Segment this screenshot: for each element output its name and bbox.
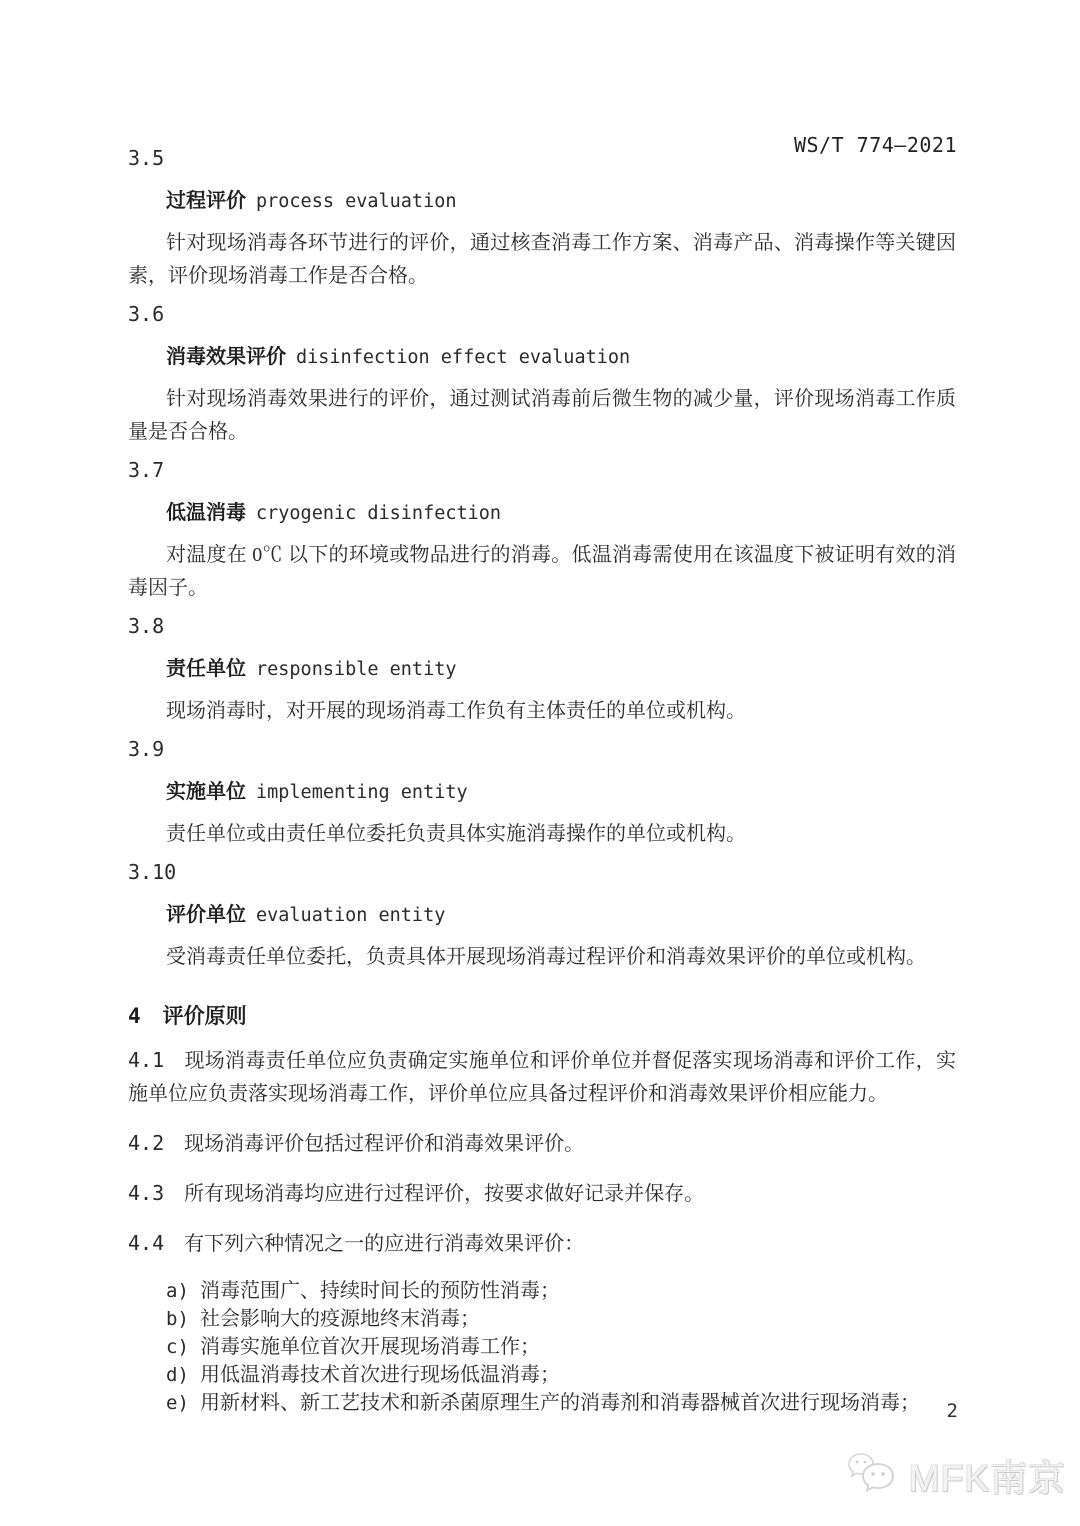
clause-text: 所有现场消毒均应进行过程评价，按要求做好记录并保存。 <box>184 1183 705 1205</box>
list-item-label: c) <box>166 1336 189 1358</box>
list-item <box>128 1361 956 1389</box>
clause-number: 4.3 <box>128 1181 165 1205</box>
list-item <box>128 1305 956 1333</box>
term-definition: 现场消毒时，对开展的现场消毒工作负有主体责任的单位或机构。 <box>166 700 746 722</box>
condition-list <box>128 1277 956 1417</box>
clause-number: 4.1 <box>128 1048 165 1072</box>
term-heading <box>166 346 956 369</box>
list-item-label: a) <box>166 1280 189 1302</box>
list-item-text: 社会影响大的疫源地终末消毒； <box>200 1308 480 1330</box>
clause-number: 4.4 <box>128 1231 165 1255</box>
standard-code: WS/T 774—2021 <box>793 133 957 157</box>
chapter-number: 4 <box>128 1004 141 1028</box>
term-english: cryogenic disinfection <box>256 503 502 524</box>
list-item-label: e) <box>166 1392 189 1414</box>
term-heading <box>166 190 956 213</box>
clause <box>128 1227 956 1261</box>
wechat-icon <box>845 1450 901 1501</box>
section-number: 3.6 <box>128 302 165 326</box>
clause-text: 现场消毒责任单位应负责确定实施单位和评价单位并督促落实现场消毒和评价工作，实施单位应负责落实现场消毒工作，评价单位应具备过程评价和消毒效果评价相应能力。 <box>128 1050 956 1105</box>
term-english: responsible entity <box>256 659 457 680</box>
list-item <box>128 1277 956 1305</box>
clause <box>128 1127 956 1161</box>
list-item <box>128 1333 956 1361</box>
term-chinese: 实施单位 <box>166 781 246 803</box>
term-english: implementing entity <box>256 782 468 803</box>
list-item-text: 用低温消毒技术首次进行现场低温消毒； <box>200 1364 560 1386</box>
list-item-label: d) <box>166 1364 189 1386</box>
term-chinese: 评价单位 <box>166 904 246 926</box>
section-number: 3.9 <box>128 737 165 761</box>
term-english: disinfection effect evaluation <box>296 347 631 368</box>
term-definition: 责任单位或由责任单位委托负责具体实施消毒操作的单位或机构。 <box>166 823 746 845</box>
document-content <box>128 148 956 1417</box>
term-english: evaluation entity <box>256 905 446 926</box>
term-chinese: 过程评价 <box>166 190 246 212</box>
term-english: process evaluation <box>256 191 457 212</box>
chapter-title: 评价原则 <box>162 1004 247 1028</box>
term-heading <box>166 904 956 927</box>
clause <box>128 1177 956 1211</box>
chapter-heading <box>128 1004 956 1028</box>
list-item-text: 消毒实施单位首次开展现场消毒工作； <box>200 1336 540 1358</box>
term-heading <box>166 658 956 681</box>
term-definition: 针对现场消毒效果进行的评价，通过测试消毒前后微生物的减少量，评价现场消毒工作质量是否合格。 <box>128 388 956 443</box>
clause-number: 4.2 <box>128 1131 165 1155</box>
watermark-text: MFK南京 <box>908 1458 1066 1499</box>
clause-text: 现场消毒评价包括过程评价和消毒效果评价。 <box>184 1133 585 1155</box>
clause-text: 有下列六种情况之一的应进行消毒效果评价： <box>184 1233 585 1255</box>
term-chinese: 责任单位 <box>166 658 246 680</box>
list-item <box>128 1389 956 1417</box>
term-chinese: 消毒效果评价 <box>166 346 286 368</box>
term-heading <box>166 781 956 804</box>
section-number: 3.8 <box>128 614 165 638</box>
term-heading <box>166 502 956 525</box>
page-number: 2 <box>946 1400 958 1422</box>
term-definition: 针对现场消毒各环节进行的评价，通过核查消毒工作方案、消毒产品、消毒操作等关键因素，评价现场消毒工作是否合格。 <box>128 232 956 287</box>
section-number: 3.7 <box>128 458 165 482</box>
watermark <box>845 1448 1066 1502</box>
term-definition: 受消毒责任单位委托，负责具体开展现场消毒过程评价和消毒效果评价的单位或机构。 <box>166 946 926 968</box>
term-definition: 对温度在 0℃ 以下的环境或物品进行的消毒。低温消毒需使用在该温度下被证明有效的消毒因子。 <box>128 544 956 599</box>
section-number: 3.10 <box>128 860 177 884</box>
term-chinese: 低温消毒 <box>166 502 246 524</box>
list-item-label: b) <box>166 1308 189 1330</box>
list-item-text: 消毒范围广、持续时间长的预防性消毒； <box>200 1280 560 1302</box>
list-item-text: 用新材料、新工艺技术和新杀菌原理生产的消毒剂和消毒器械首次进行现场消毒； <box>200 1392 920 1414</box>
section-number: 3.5 <box>128 146 165 170</box>
clause <box>128 1044 956 1111</box>
